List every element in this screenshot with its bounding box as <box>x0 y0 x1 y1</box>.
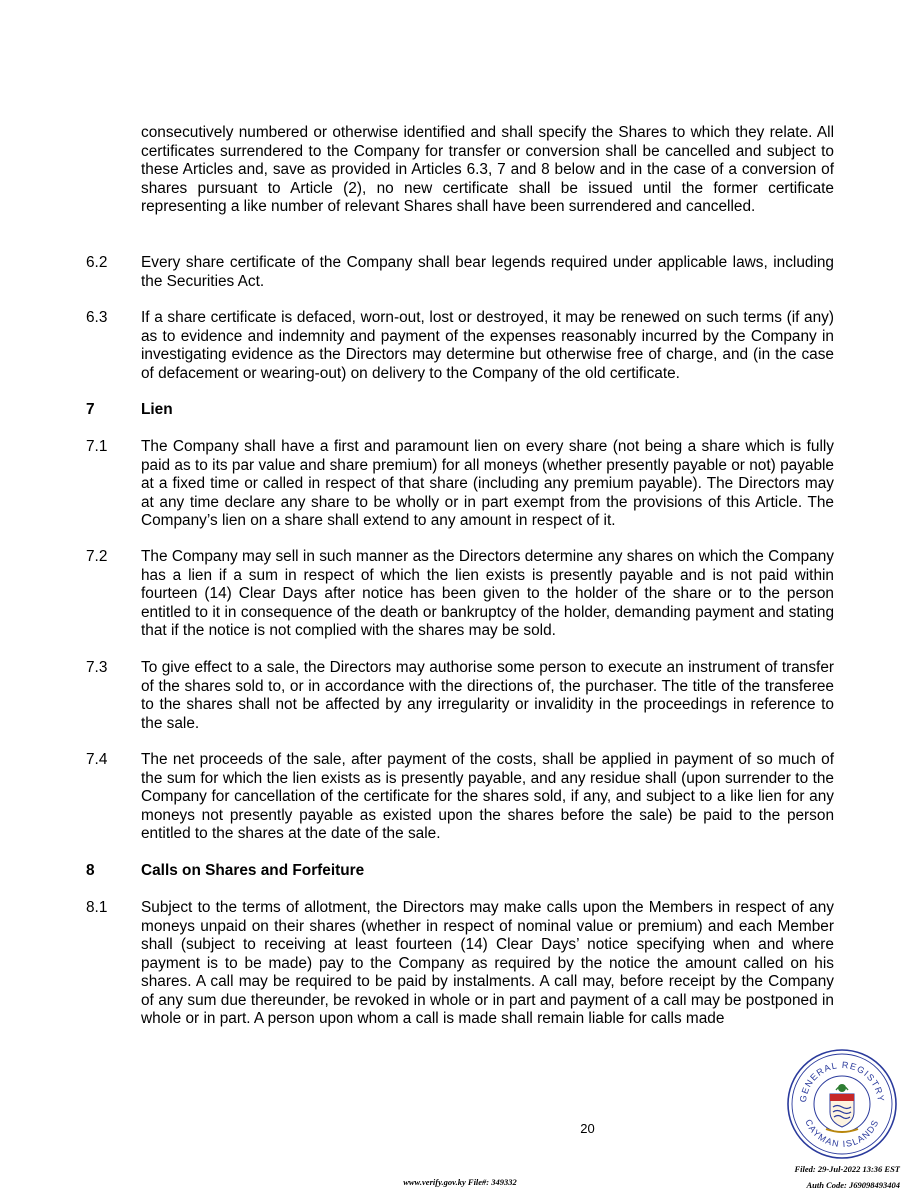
registry-seal <box>786 1048 898 1160</box>
paragraph-text: If a share certificate is defaced, worn-out, lost or destroyed, it may be renewed on such terms (if any) as to evidence and indemnity and payment of the expenses reasonably incurred by the Company in investigating evidence as the Directors may determine but otherwise free of charge, and (in the case of defacement or wearing-out) on delivery to the Company of the old certificate. <box>141 309 834 382</box>
paragraph-number: 7.1 <box>86 438 108 455</box>
paragraph-text: Every share certificate of the Company shall bear legends required under applicable laws, including the Securities Act. <box>141 254 834 290</box>
page-number: 20 <box>580 1121 595 1136</box>
paragraph-number: 7.2 <box>86 548 108 565</box>
paragraph-text: The net proceeds of the sale, after payment of the costs, shall be applied in payment of so much of the sum for which the lien exists as is presently payable, and any residue shall (upon surrender to the Company for cancellation of the certificate for the shares sold, if any, and subject to a like lien for any moneys not presently payable as existed upon the shares before the sale) be paid to the person entitled to the shares at the date of the sale. <box>141 751 834 842</box>
filed-date: Filed: 29-Jul-2022 13:36 EST <box>794 1164 900 1174</box>
paragraph-7-3 <box>86 659 834 733</box>
seal-graphic <box>786 1048 898 1160</box>
paragraph-number: 8.1 <box>86 899 108 916</box>
paragraph-number: 7.3 <box>86 659 108 676</box>
seal-top-text: GENERAL REGISTRY <box>797 1059 887 1103</box>
seal-bottom-text: CAYMAN ISLANDS <box>803 1117 881 1150</box>
paragraph-6-2 <box>86 254 834 291</box>
paragraph-text: consecutively numbered or otherwise identified and shall specify the Shares to which they relate. All certificates surrendered to the Company for transfer or conversion shall be cancelled and subject to these Articles and, save as provided in Articles 6.3, 7 and 8 below and in the case of a conversion of shares pursuant to Article (2), no new certificate shall be issued until the former certificate representing a like number of relevant Shares shall have been surrendered and cancelled. <box>141 124 834 215</box>
paragraph-8-1 <box>86 899 834 1029</box>
verify-footer: www.verify.gov.ky File#: 349332 <box>403 1177 517 1187</box>
section-number: 8 <box>86 862 95 879</box>
section-heading-lien <box>86 401 834 420</box>
paragraph-7-4 <box>86 751 834 844</box>
section-title: Lien <box>141 401 173 418</box>
section-heading-calls <box>86 862 834 881</box>
paragraph-number: 7.4 <box>86 751 108 768</box>
paragraph-7-2 <box>86 548 834 641</box>
paragraph-number: 6.2 <box>86 254 108 271</box>
paragraph-text: The Company may sell in such manner as the Directors determine any shares on which the Company has a lien if a sum in respect of which the lien exists is presently payable and is not paid within fourteen (14) Clear Days after notice has been given to the holder of the share or to the person entitled to it in consequence of the death or bankruptcy of the holder, demanding payment and stating that if the notice is not complied with the shares may be sold. <box>141 548 834 639</box>
coat-of-arms-icon <box>826 1084 858 1132</box>
filing-info <box>748 1161 900 1193</box>
paragraph-text: To give effect to a sale, the Directors may authorise some person to execute an instrument of transfer of the shares sold to, or in accordance with the directions of, the purchaser. The title of the transferee to the shares shall not be affected by any irregularity or invalidity in the proceedings in reference to the sale. <box>141 659 834 732</box>
auth-code: Auth Code: J69098493404 <box>806 1180 900 1190</box>
paragraph-text: Subject to the terms of allotment, the Directors may make calls upon the Members in respect of any moneys unpaid on their shares (whether in respect of nominal value or premium) and each Member shall (subject to receiving at least fourteen (14) Clear Days’ notice specifying when and where payment is to be made) pay to the Company as required by the notice the amount called on his shares. A call may be required to be paid by instalments. A call may, before receipt by the Company of any sum due thereunder, be revoked in whole or in part and payment of a call may be postponed in whole or in part. A person upon whom a call is made shall remain liable for calls made <box>141 899 834 1027</box>
section-number: 7 <box>86 401 95 418</box>
paragraph-7-1 <box>86 438 834 531</box>
paragraph-text: The Company shall have a first and paramount lien on every share (not being a share which is fully paid as to its par value and share premium) for all moneys (whether presently payable or not) payable at a fixed time or called in respect of that share (including any premium payable). The Directors may at any time declare any share to be wholly or in part exempt from the provisions of this Article. The Company’s lien on a share shall extend to any amount in respect of it. <box>141 438 834 529</box>
paragraph-continuation <box>86 124 834 217</box>
section-title: Calls on Shares and Forfeiture <box>141 862 365 879</box>
paragraph-number: 6.3 <box>86 309 108 326</box>
paragraph-6-3 <box>86 309 834 383</box>
